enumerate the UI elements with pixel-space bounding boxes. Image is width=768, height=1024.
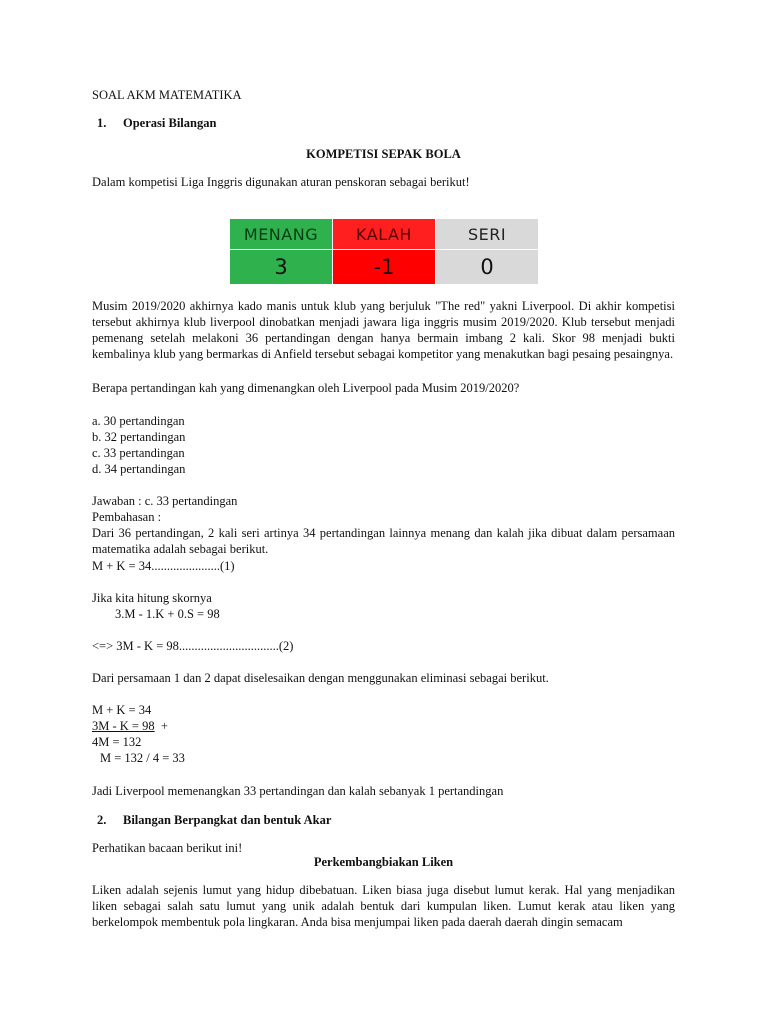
section-2-title: Bilangan Berpangkat dan bentuk Akar xyxy=(123,813,332,827)
answer-text: Jawaban : c. 33 pertandingan xyxy=(92,494,238,508)
elimination-line-2-row xyxy=(92,718,168,734)
document-title: SOAL AKM MATEMATIKA xyxy=(92,88,242,102)
header-lose: KALAH xyxy=(333,219,436,250)
discussion-text: Dari 36 pertandingan, 2 kali seri artinya 34 pertandingan lainnya menang dan kalah jika dibuat dalam persamaan matematika adalah sebagai berikut. xyxy=(92,526,675,556)
score-equation: 3.M - 1.K + 0.S = 98 xyxy=(115,607,220,621)
elimination-intro: Dari persamaan 1 dan 2 dapat diselesaikan dengan menggunakan eliminasi sebagai berikut. xyxy=(92,671,549,685)
section-1-question: Berapa pertandingan kah yang dimenangkan oleh Liverpool pada Musim 2019/2020? xyxy=(92,381,520,395)
section-2-paragraph: Liken adalah sejenis lumut yang hidup dibebatuan. Liken biasa juga disebut lumut kerak. Hal yang menjadikan liken sebagai salah satu lumut yang unik adalah bentuk dari kumpulan liken. Lumut kerak atau liken yang berkelompok membentuk pola lingkaran. Anda bisa menjumpai liken pada daerah daerah dingin semacam xyxy=(92,883,675,929)
elimination-line-2: 3M - K = 98 xyxy=(92,719,155,733)
header-draw: SERI xyxy=(436,219,539,250)
option-b: b. 32 pertandingan xyxy=(92,430,186,444)
score-rules-table xyxy=(229,218,539,285)
value-draw: 0 xyxy=(436,250,539,285)
conclusion-text: Jadi Liverpool memenangkan 33 pertandingan dan kalah sebanyak 1 pertandingan xyxy=(92,784,504,798)
section-1-paragraph: Musim 2019/2020 akhirnya kado manis untuk klub yang berjuluk "The red" yakni Liverpool. Di akhir kompetisi tersebut akhirnya klub liverpool dinobatkan menjadi jawara liga inggris musim 2019/2020. Klub tersebut menjadi pemenang setelah melakoni 36 pertandingan dengan hanya bermain imbang 2 kali. Skor 98 menjadi bukti kembalinya klub yang bermarkas di Anfield tersebut sebagai kompetitor yang menakutkan bagi pesaing pesaingnya. xyxy=(92,299,675,361)
section-2-subtitle: Perkembangbiakan Liken xyxy=(313,855,454,869)
value-win: 3 xyxy=(230,250,333,285)
option-d: d. 34 pertandingan xyxy=(92,462,186,476)
discussion-label: Pembahasan : xyxy=(92,510,162,524)
section-1-heading xyxy=(97,115,216,131)
elimination-plus: + xyxy=(160,719,168,733)
value-lose: -1 xyxy=(333,250,436,285)
header-win: MENANG xyxy=(230,219,333,250)
option-a: a. 30 pertandingan xyxy=(92,414,185,428)
section-2-heading xyxy=(97,812,331,828)
equation-1: M + K = 34......................(1) xyxy=(92,559,235,573)
elimination-line-1: M + K = 34 xyxy=(92,703,152,717)
elimination-line-4: M = 132 / 4 = 33 xyxy=(100,751,185,765)
equation-2: <=> 3M - K = 98................................(2) xyxy=(92,639,294,653)
section-1-subtitle: KOMPETISI SEPAK BOLA xyxy=(306,147,461,161)
section-2-prompt: Perhatikan bacaan berikut ini! xyxy=(92,841,243,855)
section-2-number: 2. xyxy=(97,813,107,827)
section-1-title: Operasi Bilangan xyxy=(123,116,217,130)
section-1-intro: Dalam kompetisi Liga Inggris digunakan aturan penskoran sebagai berikut! xyxy=(92,175,470,189)
elimination-line-3: 4M = 132 xyxy=(92,735,142,749)
option-c: c. 33 pertandingan xyxy=(92,446,185,460)
score-intro: Jika kita hitung skornya xyxy=(92,591,212,605)
section-1-number: 1. xyxy=(97,116,107,130)
